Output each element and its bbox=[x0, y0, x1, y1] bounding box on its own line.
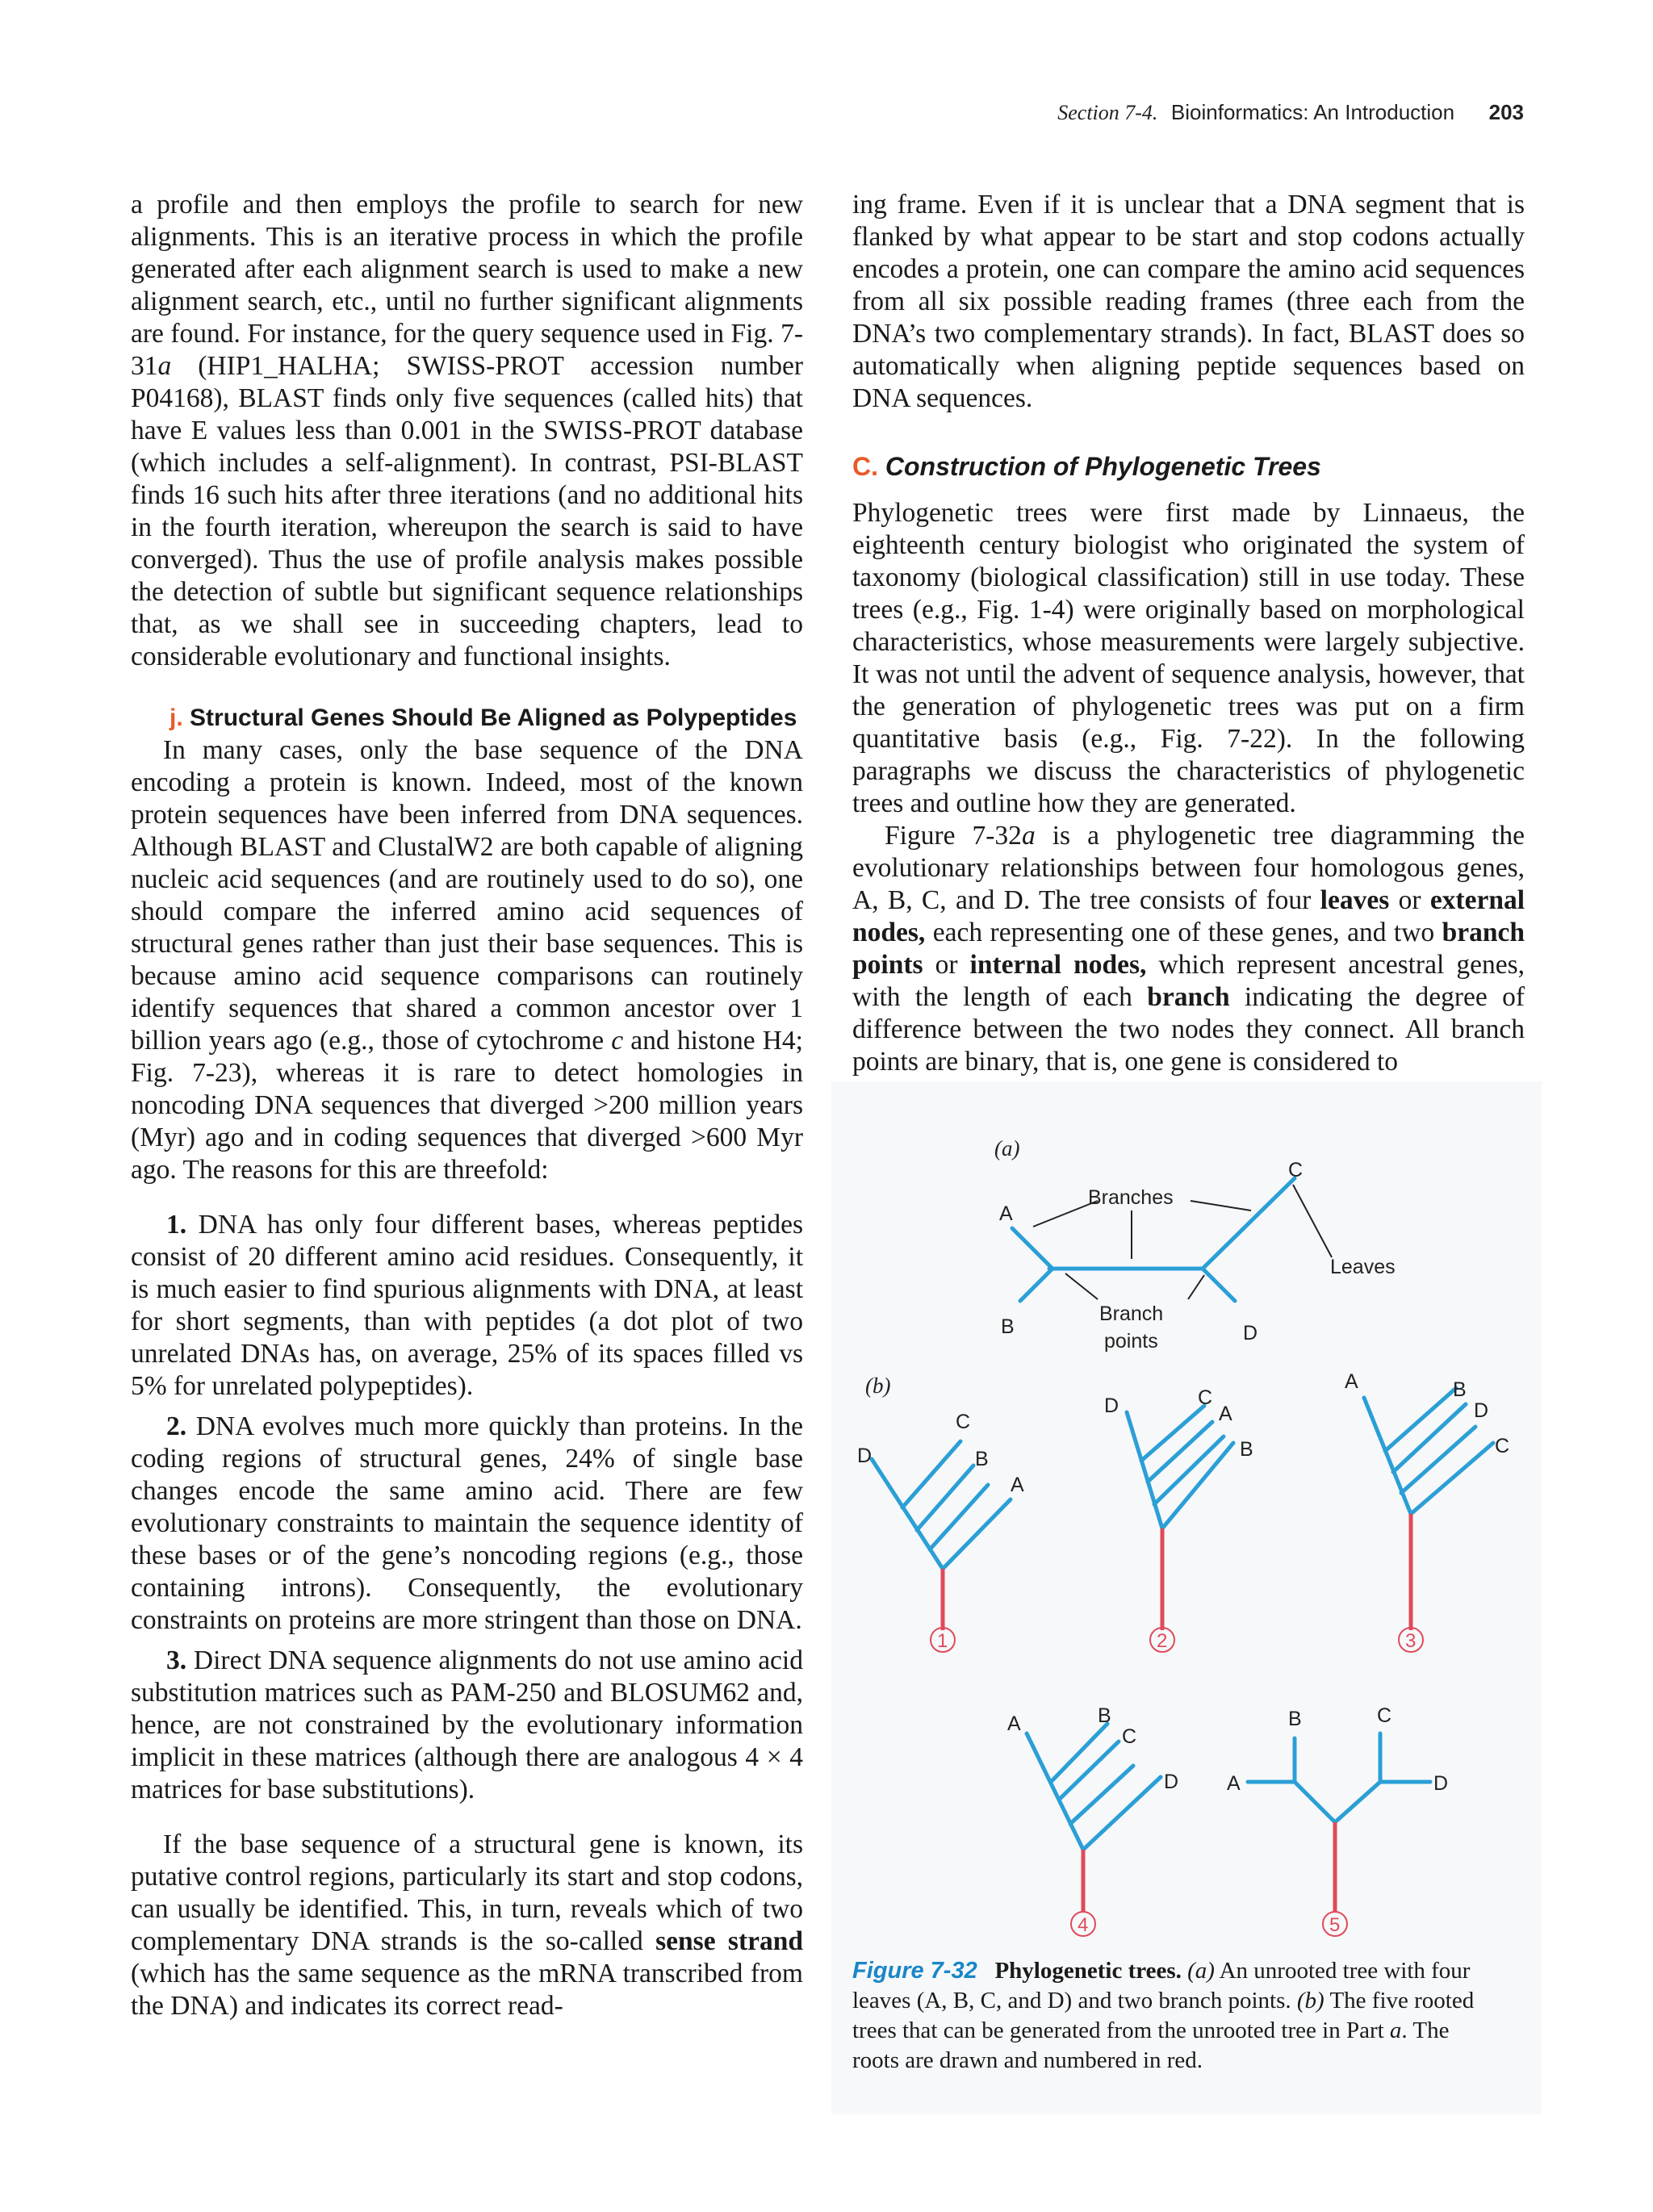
leaf-label-a: A bbox=[1219, 1403, 1232, 1425]
list-item: 1. DNA has only four different bases, whereas peptides consist of 20 different amino acid residues. Consequently, it is much easier to find spurious alignments with DNA, at least for short segments, than with peptides (a dot plot of two unrelated DNAs has, on average, 25% of its spaces filled vs 5% for unrelated polypeptides). bbox=[131, 1210, 803, 1401]
leaf-label-b: B bbox=[1453, 1378, 1467, 1401]
leaf-label-c: C bbox=[1122, 1725, 1137, 1748]
rooted-tree-3 bbox=[1345, 1370, 1509, 1652]
paragraph: ing frame. Even if it is unclear that a DNA segment that is flanked by what appear to be start and stop codons actually encodes a protein, one can compare the amino acid sequences from all six possible reading frames (three each from the DNA’s two complementary strands). In fact, BLAST does so automatically when aligning peptide sequences based on DNA sequences. bbox=[852, 190, 1525, 413]
leaf-label-c: C bbox=[1198, 1386, 1213, 1409]
branch-c bbox=[1203, 1178, 1295, 1269]
header-section: Section 7-4. bbox=[1057, 101, 1158, 124]
running-header bbox=[1057, 100, 1524, 125]
leaf-label-b: B bbox=[1288, 1708, 1302, 1730]
phylogenetic-trees-diagram bbox=[831, 1081, 1542, 1953]
paragraph: a profile and then employs the profile to search for new alignments. This is an iterative process in which the profile generated after each alignment search is used to make a new alignment search, etc., until no further significant alignments are found. For instance, for the query sequence used in Fig. 7-31a (HIP1_HALHA; SWISS-PROT accession number P04168), BLAST finds only five sequences (called hits) that have E values less than 0.001 in the SWISS-PROT database (which includes a self-alignment). In contrast, PSI-BLAST finds 16 such hits after three iterations (and no additional hits in the fourth iteration, whereupon the search is said to have converged). Thus the use of profile analysis makes possible the detection of subtle but significant sequence relationships that, as we shall see in succeeding chapters, lead to considerable evolutionary and functional insights. bbox=[131, 190, 803, 671]
branch-a bbox=[1012, 1228, 1052, 1269]
rooted-tree-1 bbox=[857, 1411, 1024, 1652]
leaf-label-b: B bbox=[1001, 1315, 1015, 1338]
leaf-label-d: D bbox=[1243, 1322, 1258, 1344]
leaf-label-c: C bbox=[956, 1411, 971, 1433]
numbered-list bbox=[131, 1209, 803, 1806]
section-heading: C. Construction of Phylogenetic Trees bbox=[852, 452, 1321, 481]
callout-lines bbox=[1033, 1185, 1332, 1299]
left-column bbox=[131, 189, 803, 2022]
leaves-label: Leaves bbox=[1330, 1256, 1396, 1278]
paragraph: Figure 7-32a is a phylogenetic tree diagramming the evolutionary relationships between four homologous genes, A, B, C, and D. The tree consists of four leaves or external nodes, each representing one of these genes, and two branch points or internal nodes, which represent ancestral genes, with the length of each branch indicating the degree of difference between the two nodes they connect. All branch points are binary, that is, one gene is considered to bbox=[852, 821, 1525, 1077]
right-column bbox=[852, 189, 1525, 1078]
leaf-label-b: B bbox=[1240, 1438, 1253, 1461]
branch-b bbox=[1020, 1269, 1052, 1301]
root-number: 4 bbox=[1078, 1914, 1089, 1936]
leaf-label-d: D bbox=[1433, 1772, 1449, 1795]
rooted-tree-4 bbox=[1007, 1704, 1178, 1936]
leaf-label-d: D bbox=[1474, 1399, 1489, 1422]
caption-title: Phylogenetic trees. bbox=[994, 1958, 1182, 1984]
leaf-label-d: D bbox=[1164, 1771, 1179, 1793]
branch-points-label: points bbox=[1104, 1330, 1158, 1353]
branch-points-label: Branch bbox=[1099, 1303, 1164, 1325]
rooted-tree-5 bbox=[1227, 1704, 1448, 1936]
leaf-label-a: A bbox=[1227, 1772, 1241, 1795]
leaf-label-c: C bbox=[1377, 1704, 1392, 1727]
leaf-label-a: A bbox=[999, 1202, 1013, 1225]
caption-label: Figure 7-32 bbox=[852, 1958, 977, 1984]
root-number: 1 bbox=[937, 1630, 948, 1652]
leaf-label-b: B bbox=[975, 1448, 989, 1470]
leaf-label-a: A bbox=[1011, 1474, 1024, 1496]
root-number: 5 bbox=[1329, 1914, 1341, 1936]
rooted-tree-2 bbox=[1104, 1386, 1253, 1652]
leaf-label-a: A bbox=[1345, 1370, 1358, 1393]
root-number: 2 bbox=[1157, 1630, 1168, 1652]
header-title: Bioinformatics: An Introduction bbox=[1170, 100, 1455, 124]
part-b-label: (b) bbox=[865, 1374, 891, 1398]
root-number: 3 bbox=[1405, 1630, 1417, 1652]
subsection-heading: j. Structural Genes Should Be Aligned as Polypeptides bbox=[169, 705, 797, 731]
branch-d bbox=[1203, 1269, 1235, 1301]
figure-caption: Figure 7-32 Phylogenetic trees. (a) An unrooted tree with four leaves (A, B, C, and D) and two branch points. (b) The five rooted trees that can be generated from the unrooted tree in Part a. The roots are drawn and numbered in red. bbox=[852, 1958, 1475, 2073]
branches-label: Branches bbox=[1088, 1186, 1174, 1209]
leaf-label-b: B bbox=[1098, 1704, 1111, 1727]
part-a-label: (a) bbox=[994, 1136, 1020, 1160]
paragraph: If the base sequence of a structural gene is known, its putative control regions, particularly its start and stop codons, can usually be identified. This, in turn, reveals which of two complementary DNA strands is the so-called sense strand (which has the same sequence as the mRNA transcribed from the DNA) and indicates its correct read- bbox=[131, 1829, 803, 2021]
paragraph: Phylogenetic trees were first made by Linnaeus, the eighteenth century biologist who originated the system of taxonomy (biological classification) still in use today. These trees (e.g., Fig. 1-4) were originally based on morphological characteristics, whose measurements were largely subjective. It was not until the advent of sequence analysis, however, that the generation of phylogenetic trees was put on a firm quantitative basis (e.g., Fig. 7-22). In the following paragraphs we discuss the characteristics of phylogenetic trees and outline how they are generated. bbox=[852, 498, 1525, 818]
list-item: 2. DNA evolves much more quickly than proteins. In the coding regions of structural genes, 24% of single base changes encode the same amino acid. There are few evolutionary constraints to maintain the sequence identity of these bases or of the gene’s noncoding regions (e.g., those containing introns). Consequently, the evolutionary constraints on proteins are more stringent than those on DNA. bbox=[131, 1411, 803, 1635]
list-item: 3. Direct DNA sequence alignments do not use amino acid substitution matrices such as PAM-250 and BLOSUM62 and, hence, are not constrained by the evolutionary information implicit in these matrices (although there are analogous 4 × 4 matrices for base substitutions). bbox=[131, 1645, 803, 1804]
leaf-label-d: D bbox=[1104, 1395, 1119, 1417]
paragraph: In many cases, only the base sequence of the DNA encoding a protein is known. Indeed, most of the known protein sequences have been inferred from DNA sequences. Although BLAST and ClustalW2 are both capable of aligning nucleic acid sequences (and are routinely used to do so), one should compare the inferred amino acid sequences of structural genes rather than just their base sequences. This is because amino acid sequence comparisons can routinely identify sequences that shared a common ancestor over 1 billion years ago (e.g., those of cytochrome c and histone H4; Fig. 7-23), whereas it is rare to detect homologies in noncoding DNA sequences that diverged >200 million years (Myr) ago and in coding sequences that diverged >600 Myr ago. The reasons for this are threefold: bbox=[131, 735, 803, 1185]
leaf-label-c: C bbox=[1288, 1159, 1304, 1181]
leaf-label-a: A bbox=[1007, 1712, 1021, 1735]
page-number: 203 bbox=[1488, 100, 1524, 124]
leaf-label-d: D bbox=[857, 1445, 873, 1467]
leaf-label-c: C bbox=[1495, 1435, 1510, 1457]
